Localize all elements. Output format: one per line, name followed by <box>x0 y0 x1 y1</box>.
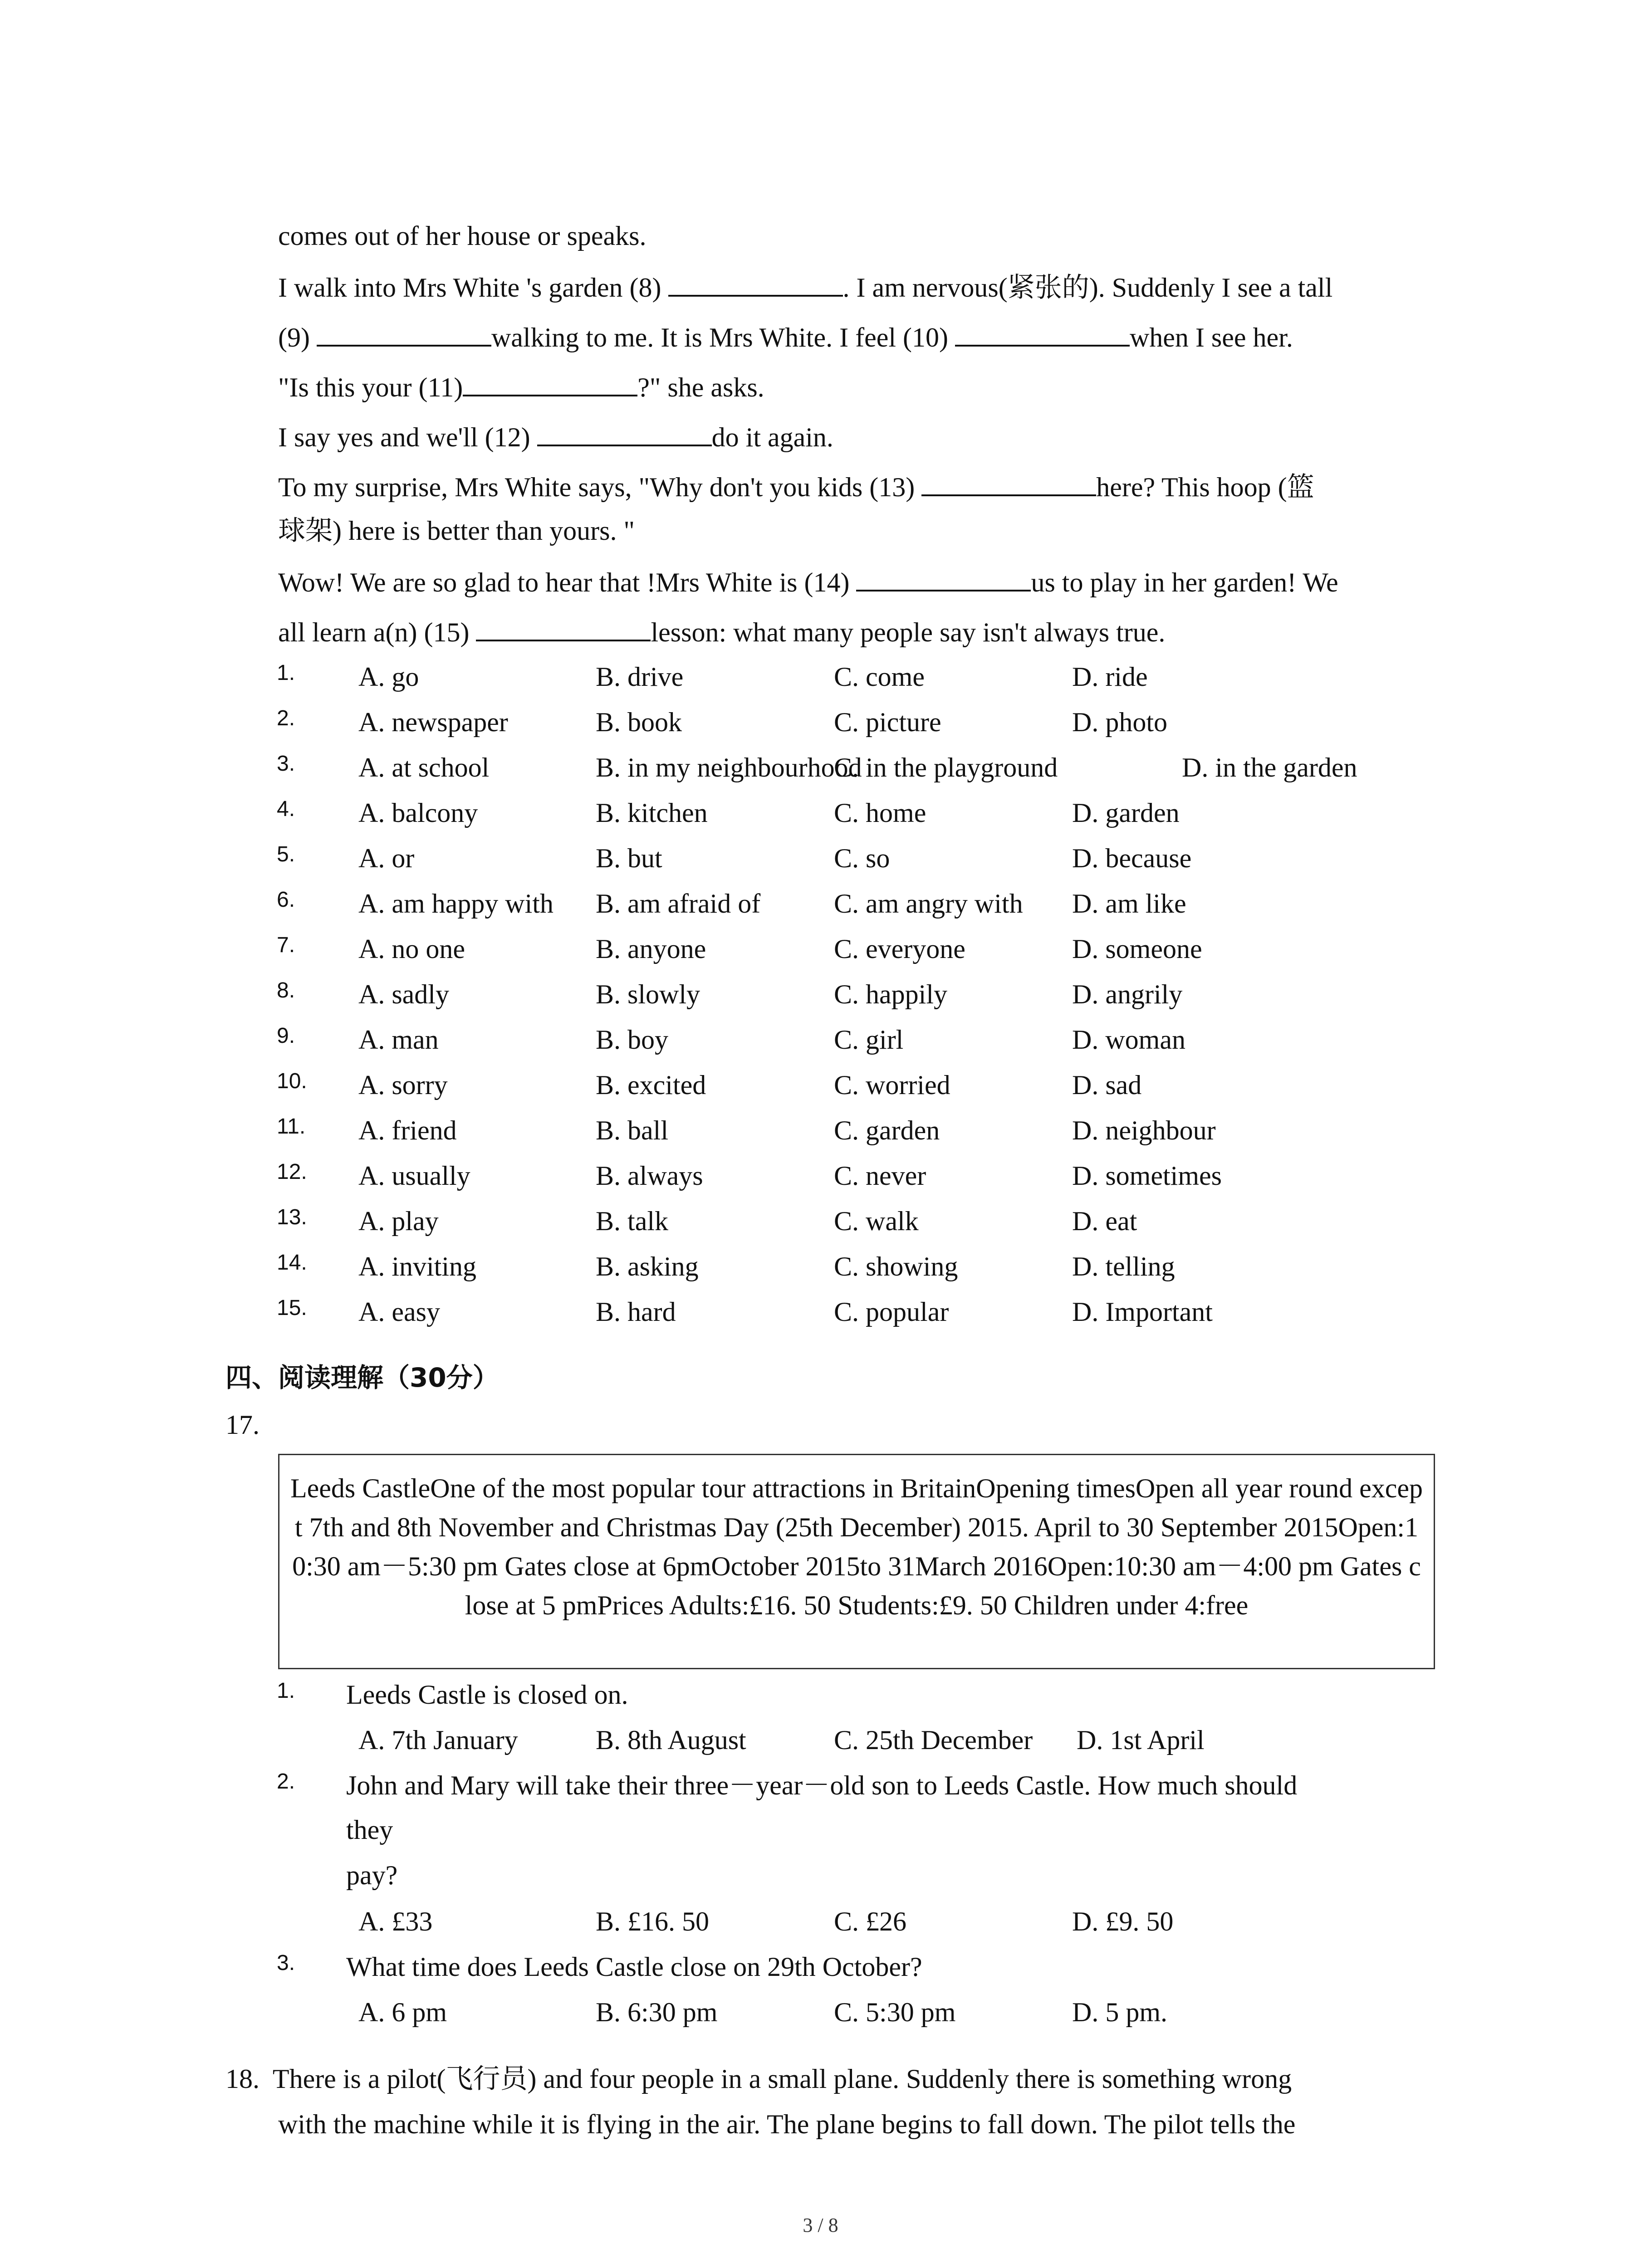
option-b[interactable]: B. always <box>596 1161 703 1191</box>
option-a[interactable]: A. friend <box>358 1115 457 1145</box>
option-c[interactable]: C. so <box>834 843 890 873</box>
passage-line: I say yes and we'll (12) do it again. <box>278 419 833 454</box>
option-b[interactable]: B. hard <box>596 1297 676 1327</box>
option-c[interactable]: C. walk <box>834 1206 919 1236</box>
option-d[interactable]: D. Important <box>1072 1297 1213 1327</box>
option-c[interactable]: C. girl <box>834 1025 904 1055</box>
option-a[interactable]: A. no one <box>358 934 465 964</box>
option-b[interactable]: B. boy <box>596 1025 669 1055</box>
option-d[interactable]: D. neighbour <box>1072 1115 1216 1145</box>
passage-line: comes out of her house or speaks. <box>278 221 647 251</box>
option-d[interactable]: D. sometimes <box>1072 1161 1222 1191</box>
option-b[interactable]: B. 8th August <box>596 1725 746 1755</box>
option-c[interactable]: C. worried <box>834 1070 950 1100</box>
option-d[interactable]: D. in the garden <box>1182 753 1357 782</box>
option-d[interactable]: D. telling <box>1072 1251 1175 1281</box>
option-b[interactable]: B. asking <box>596 1251 699 1281</box>
passage-line: Wow! We are so glad to hear that !Mrs White is (14) us to play in her garden! We <box>278 564 1338 599</box>
question-number: 18. <box>225 2064 260 2094</box>
option-b[interactable]: B. slowly <box>596 979 700 1009</box>
option-b[interactable]: B. am afraid of <box>596 889 761 919</box>
notice-box: Leeds CastleOne of the most popular tour attractions in BritainOpening timesOpen all year round except 7th and 8th November and Christmas Day (25th December) 2015. April to 30 September 2015Open:10:30 am－5:30 pm Gates close at 6pmOctober 2015to 31March 2016Open:10:30 am－4:00 pm Gates close at 5 pmPrices Adults:£16. 50 Students:£9. 50 Children under 4:free <box>278 1454 1435 1669</box>
option-b[interactable]: B. 6:30 pm <box>596 1997 718 2027</box>
option-b[interactable]: B. ball <box>596 1115 668 1145</box>
option-c[interactable]: C. home <box>834 798 926 828</box>
passage-line: I walk into Mrs White 's garden (8) . I am nervous(紧张的). Suddenly I see a tall <box>278 269 1332 304</box>
option-d[interactable]: D. sad <box>1072 1070 1142 1100</box>
passage-line: (9) walking to me. It is Mrs White. I feel (10) when I see her. <box>278 319 1293 354</box>
option-a[interactable]: A. 7th January <box>358 1725 518 1755</box>
option-a[interactable]: A. am happy with <box>358 889 554 919</box>
question-stem-cont: pay? <box>346 1860 398 1890</box>
option-d[interactable]: D. garden <box>1072 798 1180 828</box>
option-a[interactable]: A. man <box>358 1025 439 1055</box>
option-c[interactable]: C. 25th December <box>834 1725 1033 1755</box>
option-a[interactable]: A. sadly <box>358 979 449 1009</box>
option-a[interactable]: A. newspaper <box>358 707 508 737</box>
option-b[interactable]: B. in my neighbourhood <box>596 753 862 782</box>
option-d[interactable]: D. woman <box>1072 1025 1185 1055</box>
page-number: 3 / 8 <box>803 2214 838 2236</box>
option-d[interactable]: D. photo <box>1072 707 1167 737</box>
passage-line: "Is this your (11) ?" she asks. <box>278 369 764 404</box>
option-b[interactable]: B. but <box>596 843 662 873</box>
option-c[interactable]: C. picture <box>834 707 941 737</box>
option-d[interactable]: D. eat <box>1072 1206 1137 1236</box>
option-c[interactable]: C. come <box>834 662 925 692</box>
answer-blank <box>921 469 1096 496</box>
passage-line: To my surprise, Mrs White says, "Why don't you kids (13) here? This hoop (篮 <box>278 469 1314 503</box>
answer-blank <box>463 369 637 396</box>
option-a[interactable]: A. inviting <box>358 1251 477 1281</box>
answer-blank <box>537 419 712 446</box>
option-b[interactable]: B. kitchen <box>596 798 708 828</box>
option-a[interactable]: A. go <box>358 662 419 692</box>
option-d[interactable]: D. 5 pm. <box>1072 1997 1167 2027</box>
answer-blank <box>955 319 1130 347</box>
option-c[interactable]: C. showing <box>834 1251 958 1281</box>
question-number: 17. <box>225 1410 260 1440</box>
option-a[interactable]: A. £33 <box>358 1906 433 1936</box>
option-c[interactable]: C. in the playground <box>834 753 1058 782</box>
option-c[interactable]: C. popular <box>834 1297 949 1327</box>
answer-blank <box>668 269 843 297</box>
question-18: 18. There is a pilot(飞行员) and four people in a small plane. Suddenly there is something wrong <box>225 2064 1292 2094</box>
option-a[interactable]: A. at school <box>358 753 490 782</box>
option-a[interactable]: A. easy <box>358 1297 440 1327</box>
answer-blank <box>476 614 651 641</box>
option-c[interactable]: C. am angry with <box>834 889 1023 919</box>
option-c[interactable]: C. £26 <box>834 1906 907 1936</box>
option-b[interactable]: B. anyone <box>596 934 706 964</box>
option-b[interactable]: B. excited <box>596 1070 706 1100</box>
option-d[interactable]: D. 1st April <box>1077 1725 1205 1755</box>
passage-line: 球架) here is better than yours. " <box>278 516 635 546</box>
option-c[interactable]: C. garden <box>834 1115 940 1145</box>
option-a[interactable]: A. 6 pm <box>358 1997 447 2027</box>
answer-blank <box>317 319 491 347</box>
section-title: 四、阅读理解（30分） <box>225 1362 499 1393</box>
option-d[interactable]: D. angrily <box>1072 979 1183 1009</box>
option-c[interactable]: C. 5:30 pm <box>834 1997 956 2027</box>
option-d[interactable]: D. ride <box>1072 662 1148 692</box>
option-c[interactable]: C. never <box>834 1161 926 1191</box>
page: comes out of her house or speaks. I walk into Mrs White 's garden (8) . I am nervous(紧张的). Suddenly I see a tall (9) walking to me. It is Mrs White. I feel (10) when I see her. "Is this your (11) ?" she asks. I say yes and we'll (12) do it again. To my surprise, Mrs White says, "Why don't you kids (13) here? This hoop (篮 球架) here is better than yours. " Wow! We are so glad to hear that !Mrs White is (14) us to play in her garden! We all learn a(n) (15) lesson: what many people say isn't always true. 1. A. go B. drive C. come D. ride 2. A. newspaper B. book C. picture D. photo 3. A. at school B. in my neighbourhood C. in the playground D. in the garden 4. A. balcony B. kitchen C. home D. garden 5. A. or B. but C. so D. because 6. A. am happy with B. am afraid of C. am angry with D. am like 7. A. no one B. anyone C. everyone D. someone 8. A. sadly B. slowly C. happily D. angrily 9. A. man B. boy C. girl D. woman 10. A. sorry B. excited C. worried D. sad 11. A. friend B. ball C. garden D. neighbour 12. A. usually B. always C. never D. sometimes 13. A. play B. talk C. walk D. eat 14. A. inviting B. asking C. showing D. telling 15. A. easy B. hard C. popular D. Important 四、阅读理解（30分） 17. Leeds CastleOne of the most popular tour attractions in BritainOpening timesOpen all year round except 7th and 8th November and Christmas Day (25th December) 2015. April to 30 September 2015Open:10:30 am－5:30 pm Gates close at 6pmOctober 2015to 31March 2016Open:10:30 am－4:00 pm Gates close at 5 pmPrices Adults:£16. 50 Students:£9. 50 Children under 4:free 1. Leeds Castle is closed on. A. 7th January B. 8th August C. 25th December D. 1st April 2. John and Mary will take their three－year－old son to Leeds Castle. How much should they pay? A. £33 B. £16. 50 C. £26 D. £9. 50 3. What time does Leeds Castle close on 29th October? A. 6 pm B. 6:30 pm C. 5:30 pm D. 5 pm. 18. There is a pilot(飞行员) and four people in a small plane. Suddenly there is something wrong with the machine while it is flying in the air. The plane begins to fall down. The pilot tells the 3 / 8 <box>0 0 1641 2268</box>
option-a[interactable]: A. or <box>358 843 415 873</box>
option-d[interactable]: D. am like <box>1072 889 1186 919</box>
option-b[interactable]: B. book <box>596 707 682 737</box>
option-b[interactable]: B. talk <box>596 1206 668 1236</box>
option-a[interactable]: A. usually <box>358 1161 470 1191</box>
option-c[interactable]: C. everyone <box>834 934 965 964</box>
question-18-line: with the machine while it is flying in the air. The plane begins to fall down. The pilot tells the <box>278 2109 1296 2139</box>
option-d[interactable]: D. because <box>1072 843 1192 873</box>
option-d[interactable]: D. £9. 50 <box>1072 1906 1174 1936</box>
question-stem-cont: they <box>346 1815 393 1845</box>
option-a[interactable]: A. balcony <box>358 798 478 828</box>
option-d[interactable]: D. someone <box>1072 934 1202 964</box>
option-b[interactable]: B. drive <box>596 662 684 692</box>
option-a[interactable]: A. sorry <box>358 1070 448 1100</box>
passage-line: all learn a(n) (15) lesson: what many people say isn't always true. <box>278 614 1165 649</box>
option-c[interactable]: C. happily <box>834 979 947 1009</box>
answer-blank <box>856 564 1031 591</box>
option-a[interactable]: A. play <box>358 1206 439 1236</box>
option-b[interactable]: B. £16. 50 <box>596 1906 710 1936</box>
